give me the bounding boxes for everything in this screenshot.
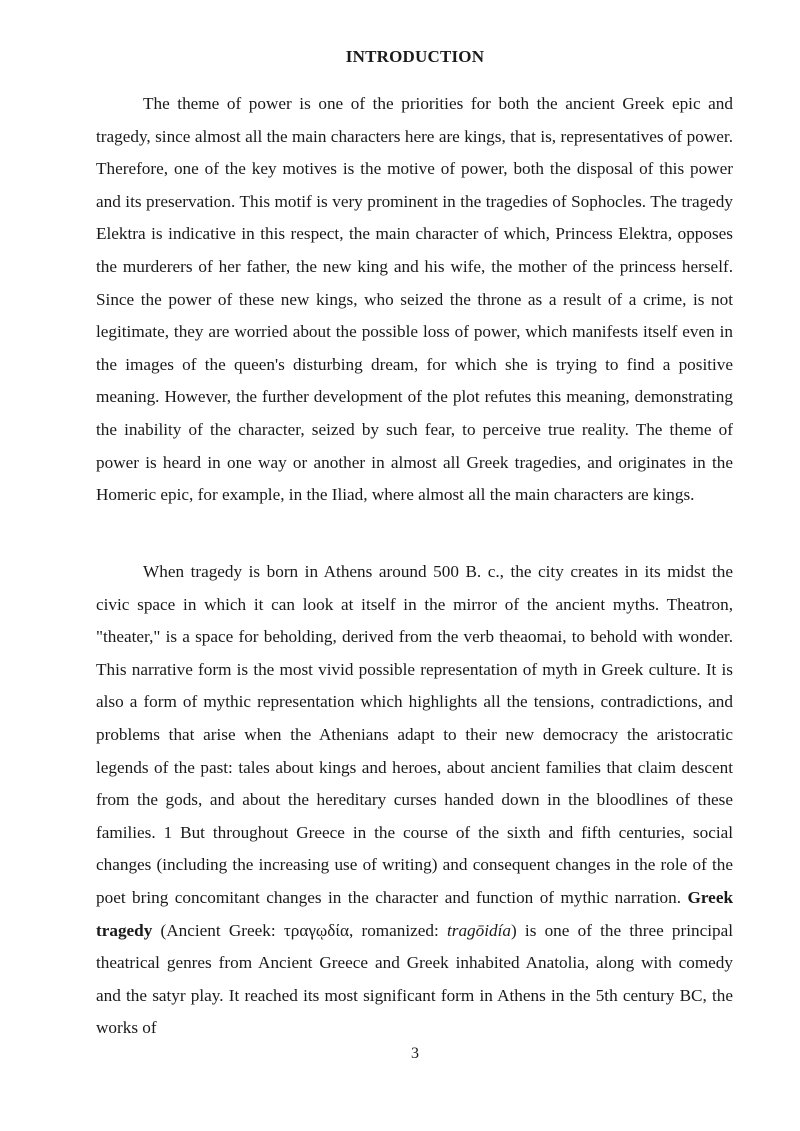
paragraph-2-text: [96, 556, 733, 1045]
paragraph-2-part-3: ) is one of the three principal theatrical genres from Ancient Greece and Greek inhabited Anatolia, along with comedy and the satyr play. It reached its most significant form in Athens in the 5th century BC, the works of: [96, 920, 733, 1038]
paragraph-power-theme: [96, 88, 733, 512]
romanized-term: tragōidía: [447, 920, 511, 940]
paragraph-1-text: The theme of power is one of the priorities for both the ancient Greek epic and tragedy, since almost all the main characters here are kings, that is, representatives of power. Therefore, one of the key motives is the motive of power, both the disposal of this power and its preservation. This motif is very prominent in the tragedies of Sophocles. The tragedy Elektra is indicative in this respect, the main character of which, Princess Elektra, opposes the murderers of her father, the new king and his wife, the mother of the princess herself. Since the power of these new kings, who seized the throne as a result of a crime, is not legitimate, they are worried about the possible loss of power, which manifests itself even in the images of the queen's disturbing dream, for which she is trying to find a positive meaning. However, the further development of the plot refutes this meaning, demonstrating the inability of the character, seized by such fear, to perceive true reality. The theme of power is heard in one way or another in almost all Greek tragedies, and originates in the Homeric epic, for example, in the Iliad, where almost all the main characters are kings.: [96, 94, 733, 505]
page-number: 3: [411, 1045, 419, 1062]
paragraph-2-part-2: (Ancient Greek: τραγῳδία, romanized:: [152, 920, 447, 940]
paragraph-tragedy-origin: [96, 556, 733, 1045]
section-heading: INTRODUCTION: [345, 47, 485, 66]
paragraph-2-part-1: When tragedy is born in Athens around 500 B. c., the city creates in its midst the civic space in which it can look at itself in the mirror of the ancient myths. Theatron, "theater," is a space for beholding, derived from the verb theaomai, to behold with wonder. This narrative form is the most vivid possible representation of myth in Greek culture. It is also a form of mythic representation which highlights all the tensions, contradictions, and problems that arise when the Athenians adapt to their new democracy the aristocratic legends of the past: tales about kings and heroes, about ancient families that claim descent from the gods, and about the hereditary curses handed down in the bloodlines of these families. 1 But throughout Greece in the course of the sixth and fifth centuries, social changes (including the increasing use of writing) and consequent changes in the role of the poet bring concomitant changes in the character and function of mythic narration.: [96, 562, 733, 907]
greek-tragedy-term: Greek tragedy: [96, 887, 734, 940]
